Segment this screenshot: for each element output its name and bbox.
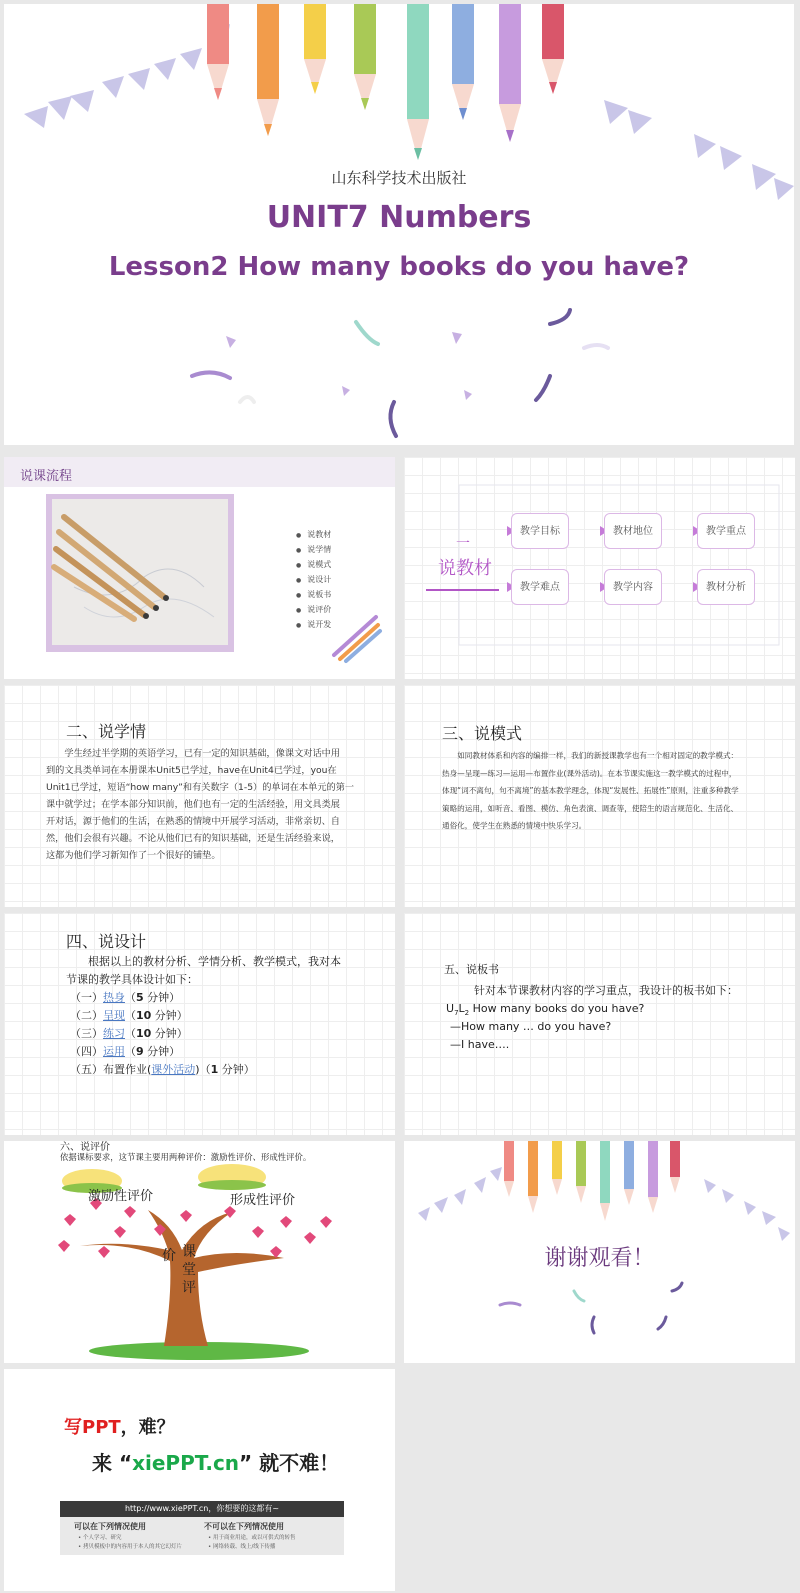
step-link[interactable]: 热身 (103, 991, 125, 1004)
slide-ad[interactable] (4, 1369, 395, 1591)
step-unit: 分钟） (218, 1063, 255, 1076)
paragraph-line: 然，他们会很有兴趣。不论从他们已有的知识基础，还是生活经验来说， (46, 833, 340, 844)
trunk-char: 价 (162, 1248, 176, 1264)
topic-box: 教材分析 (697, 569, 755, 605)
step-bracket: )（ (195, 1063, 211, 1076)
section-heading: 五、说板书 (444, 963, 499, 976)
step-text: 布置作业( (103, 1063, 152, 1076)
ad-left-item: • 个人学习、研究 (78, 1535, 122, 1541)
trunk-char: 堂 (182, 1262, 196, 1278)
ad-line-2 (92, 1447, 339, 1476)
step-link[interactable]: 课外活动 (151, 1063, 196, 1076)
step-link[interactable]: 练习 (103, 1027, 125, 1040)
slide-thanks[interactable] (404, 1141, 795, 1363)
outline-item: ● 说学情 (296, 542, 331, 557)
pencil-icon (207, 4, 564, 160)
design-step (70, 1061, 255, 1079)
tree-label-right: 形成性评价 (230, 1193, 296, 1208)
step-link[interactable]: 运用 (103, 1045, 125, 1058)
step-number: （一） (70, 991, 103, 1004)
ad-left-heading: 可以在下列情况使用 (74, 1522, 146, 1531)
unit-title: UNIT7 Numbers (266, 200, 532, 235)
outline-item: ● 说模式 (296, 557, 331, 572)
mode-paragraph (442, 747, 782, 835)
trunk-char: 课 (182, 1244, 196, 1260)
section-label: 说教材 (438, 558, 492, 579)
ad-text: 来 “ (92, 1451, 133, 1475)
design-step (70, 989, 255, 1007)
step-number: （二） (70, 1009, 103, 1022)
board-text: U (446, 1002, 455, 1015)
paragraph-line: 课中就学过；在学本部分知识前，他们也有一定的生活经验，用文具类展 (46, 799, 340, 810)
topic-box: 教材地位 (604, 513, 662, 549)
topic-box: 教学难点 (511, 569, 569, 605)
design-step (70, 1043, 255, 1061)
step-unit: 分钟） (151, 1009, 188, 1022)
board-sub: 2 (464, 1009, 470, 1018)
paragraph-line: 到的文具类单词在本册课本Unit5已学过，have在Unit4已学过，you在 (46, 765, 337, 776)
paragraph-line: 开对话，源于他们的生活，在熟悉的情境中开展学习活动，非常亲切、自 (46, 816, 340, 827)
publisher: 山东科学技术出版社 (331, 169, 467, 187)
section-heading: 四、说设计 (66, 932, 147, 951)
topic-box: 教学内容 (604, 569, 662, 605)
slide-design[interactable] (4, 913, 395, 1135)
ad-text: ，难？ (120, 1417, 175, 1438)
ad-red-text: 写PPT (64, 1417, 121, 1438)
section-heading: 二、说学情 (66, 722, 147, 741)
step-bracket: （ (125, 1027, 136, 1040)
step-minutes: 9 (136, 1045, 144, 1058)
thanks-text: 谢谢观看！ (544, 1246, 655, 1271)
learners-paragraph (46, 745, 386, 864)
ad-text: ” 就不难！ (239, 1451, 340, 1475)
tree-illustration (4, 1141, 395, 1363)
step-bracket: （ (125, 991, 136, 1004)
design-steps (70, 989, 255, 1079)
pencils-photo (4, 457, 395, 679)
board-text: L (458, 1002, 465, 1015)
slide-title[interactable] (4, 4, 794, 445)
outline-item: ● 说设计 (296, 572, 331, 587)
design-step (70, 1007, 255, 1025)
step-unit: 分钟） (143, 1045, 181, 1058)
topic-box: 教学目标 (511, 513, 569, 549)
board-text: How many books do you have? (469, 1002, 645, 1015)
slide-board[interactable] (404, 913, 795, 1135)
step-number: （三） (70, 1027, 103, 1040)
step-unit: 分钟） (151, 1027, 188, 1040)
evaluation-intro: 依据课标要求，这节课主要用两种评价：激励性评价、形成性评价。 (60, 1152, 312, 1162)
lesson-title: Lesson2 How many books do you have? (108, 252, 690, 282)
trunk-char: 评 (182, 1280, 196, 1296)
ad-line-1 (64, 1413, 175, 1439)
section-heading: 六、说评价 (60, 1142, 110, 1153)
paragraph-line: 体现“词不离句，句不离境”的基本教学理念，体现“发展性、拓展性”原则，注重多种教学 (442, 786, 739, 795)
outline-list (296, 527, 331, 632)
outline-item: ● 说评价 (296, 602, 331, 617)
step-minutes: 1 (210, 1063, 219, 1076)
step-bracket: （ (125, 1045, 136, 1058)
board-intro: 针对本节课教材内容的学习重点，我设计的板书如下： (474, 984, 738, 997)
paragraph-line: 如同教材体系和内容的编排一样，我们的新授课教学也有一个相对固定的教学模式： (457, 751, 739, 760)
tree-label-left: 激励性评价 (88, 1189, 154, 1204)
outline-item: ● 说板书 (296, 587, 331, 602)
slide-heading: 说课流程 (20, 469, 73, 484)
step-link[interactable]: 呈现 (103, 1009, 125, 1022)
outline-item: ● 说教材 (296, 527, 331, 542)
step-minutes: 10 (136, 1027, 152, 1040)
board-line: —How many … do you have? (450, 1020, 612, 1033)
topic-box: 教学重点 (697, 513, 755, 549)
board-line: —I have…. (450, 1038, 510, 1051)
paragraph-line: 通俗化，使学生在熟悉的情境中快乐学习。 (442, 821, 587, 830)
step-number: （五） (70, 1063, 103, 1076)
step-number: （四） (70, 1045, 103, 1058)
paragraph-line: Unit1已学过，短语“how many”和有关数字（1-5）的单词在本单元的第一 (46, 782, 355, 793)
step-minutes: 10 (136, 1009, 152, 1022)
slide-mode[interactable] (404, 685, 795, 907)
ad-right-item: • 用于商业用途，或以可供式的转售 (208, 1535, 296, 1541)
ad-right-item: • 网络转载、线上/线下传播 (208, 1544, 276, 1550)
step-minutes: 5 (136, 991, 144, 1004)
section-heading: 三、说模式 (442, 724, 523, 743)
ad-left-item: • 拷贝模板中的内容用于本人的其它幻灯片 (78, 1544, 182, 1550)
outline-item: ● 说开发 (296, 617, 331, 632)
design-intro: 根据以上的教材分析、学情分析、教学模式，我对本 (88, 955, 341, 968)
design-intro: 节课的教学具体设计如下： (66, 973, 198, 986)
slide-textbook[interactable] (404, 457, 795, 679)
ad-banner[interactable]: http://www.xiePPT.cn，你想要的这都有~ (60, 1501, 344, 1517)
paragraph-line: 学生经过半学期的英语学习，已有一定的知识基础，像课文对话中用 (64, 748, 341, 759)
design-step (70, 1025, 255, 1043)
section-number: 一 (456, 536, 470, 552)
board-sub: 7 (454, 1009, 459, 1018)
slide-learners[interactable] (4, 685, 395, 907)
ad-right-heading: 不可以在下列情况使用 (204, 1522, 284, 1531)
paragraph-line: 这都为他们学习新知作了一个很好的铺垫。 (46, 850, 221, 861)
step-bracket: （ (125, 1009, 136, 1022)
slide-evaluation[interactable] (4, 1141, 395, 1363)
brand-link[interactable]: xiePPT.cn (132, 1451, 240, 1475)
paragraph-line: 热身—呈现—练习—运用—布置作业(课外活动)。在本节课实施这一教学模式的过程中， (442, 768, 737, 778)
step-unit: 分钟） (143, 991, 181, 1004)
paragraph-line: 策略的运用，如听音、看图、模仿、角色表演、调查等，使陪生的语言规范化、生活化、 (442, 803, 739, 813)
slide-outline[interactable] (4, 457, 395, 679)
